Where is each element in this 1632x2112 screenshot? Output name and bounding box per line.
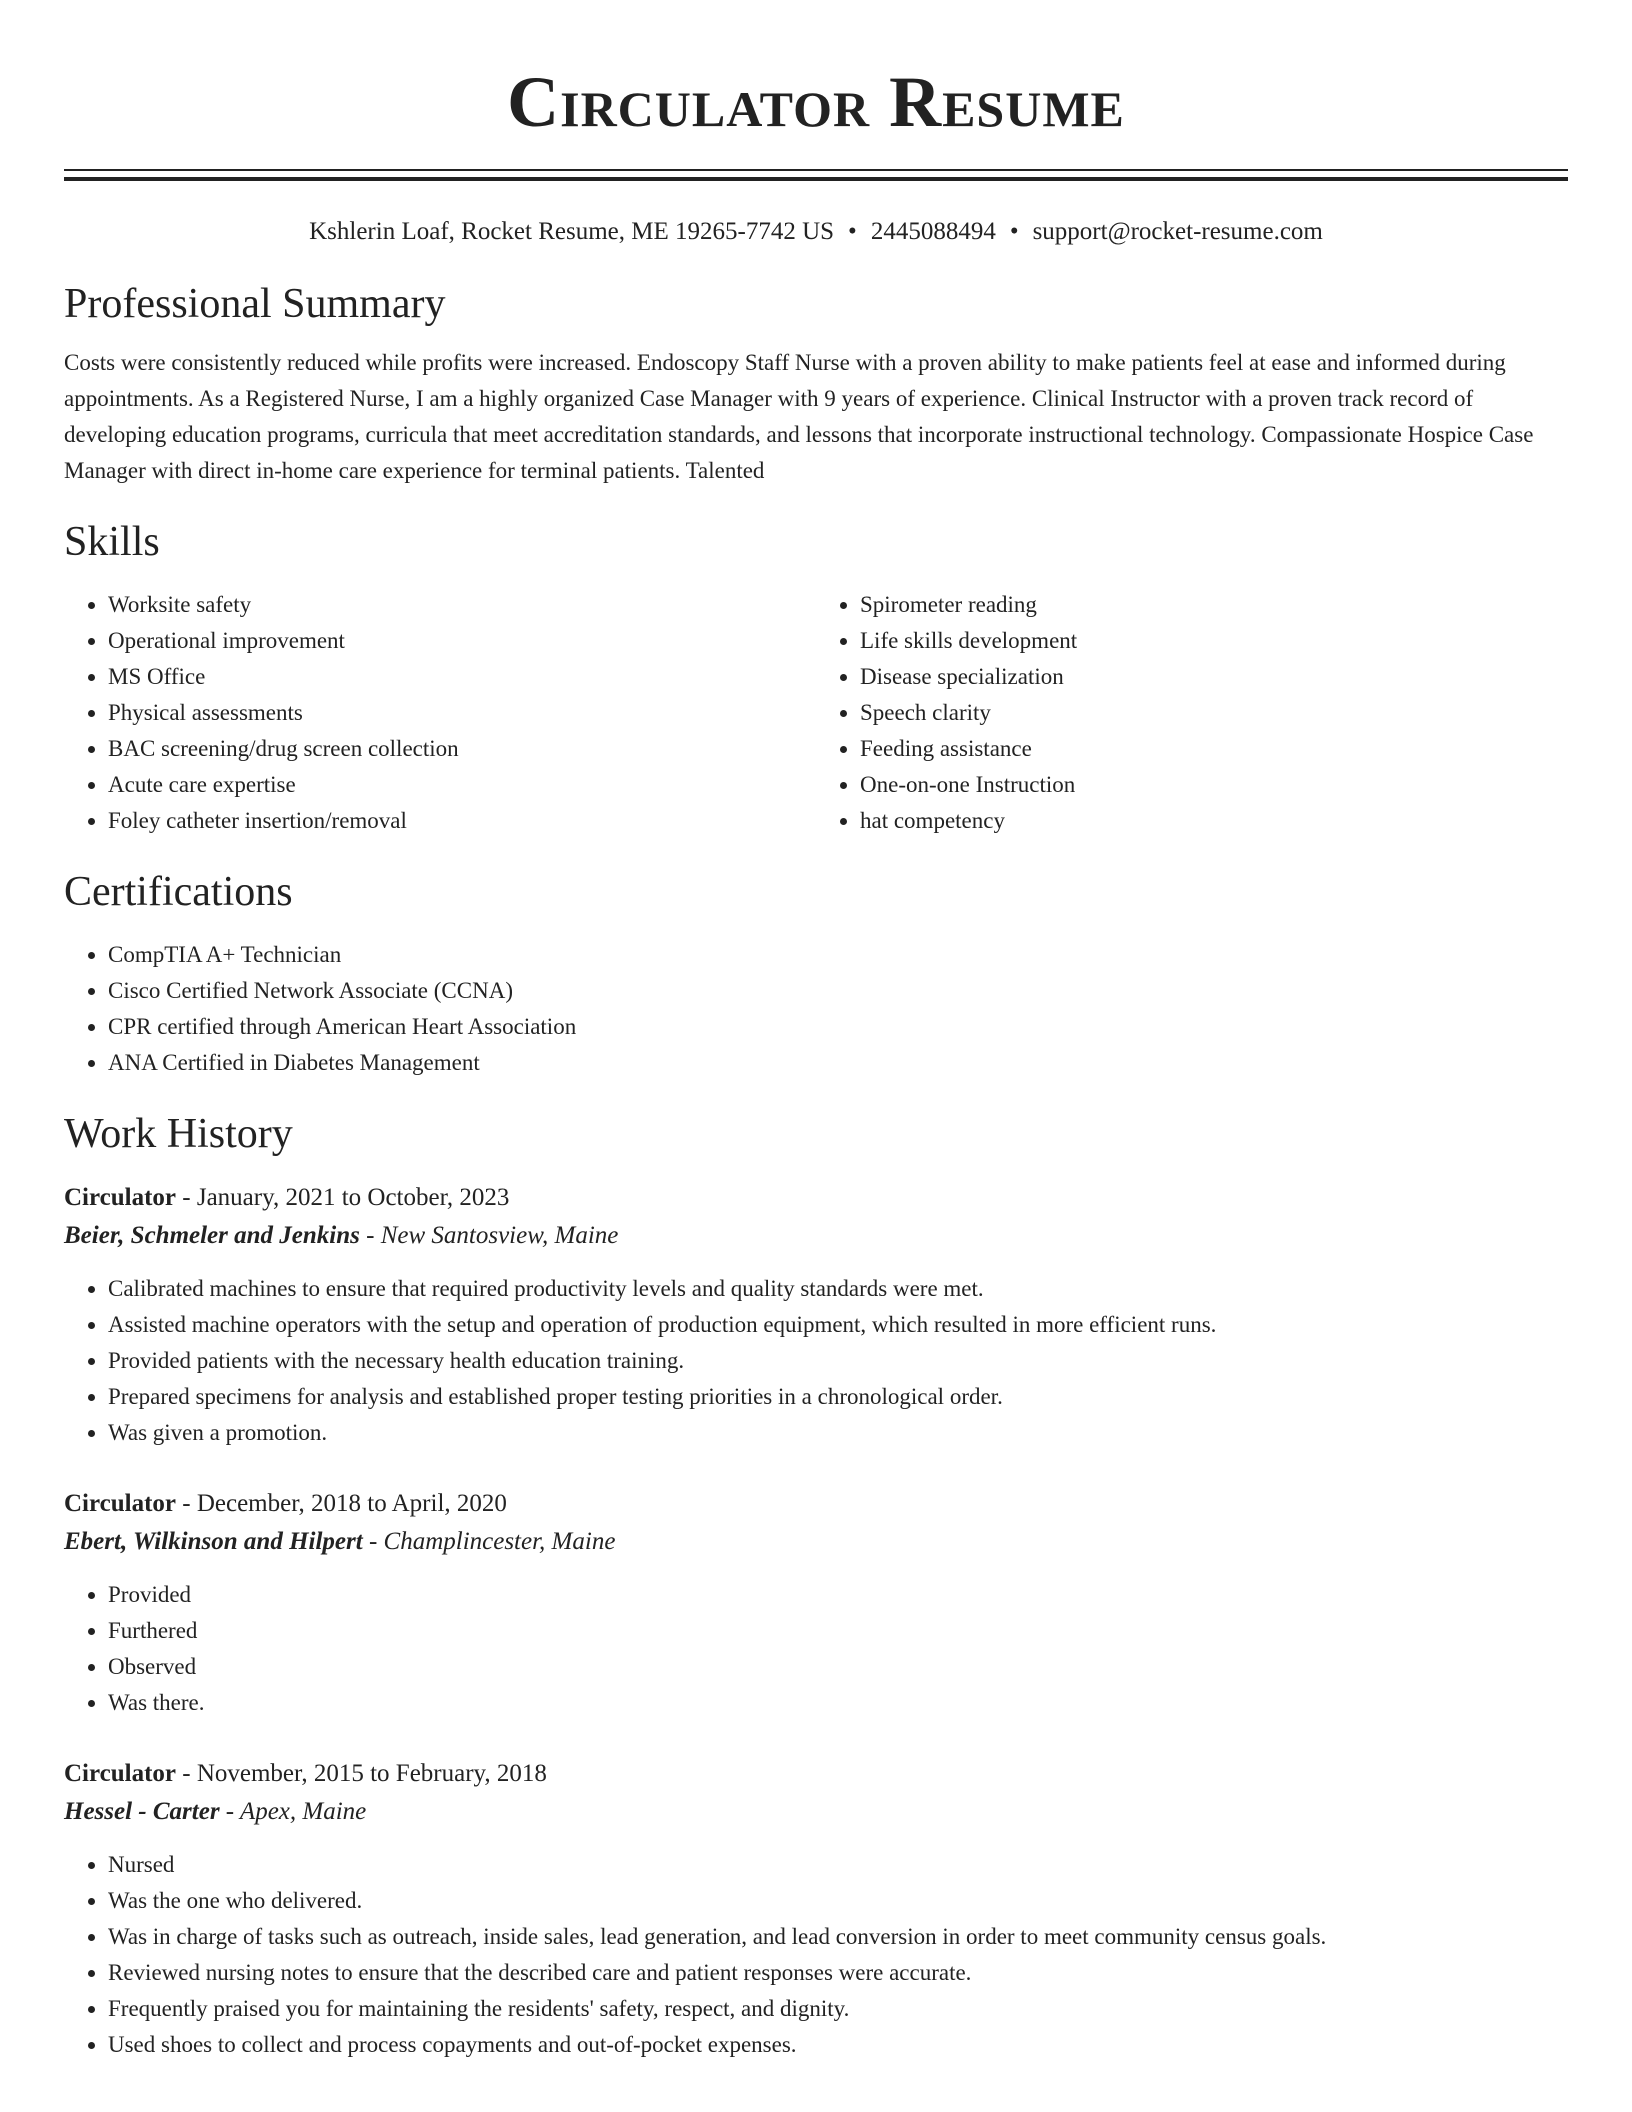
skills-list-right: [816, 587, 1568, 839]
company-line: [64, 1523, 1568, 1561]
company-line: [64, 1217, 1568, 1255]
skill-item: • One-on-one Instruction: [860, 767, 1568, 803]
job-title-line: [64, 1485, 1568, 1523]
job-title-line: [64, 1755, 1568, 1793]
skill-item: • Spirometer reading: [860, 587, 1568, 623]
job-bullet: • Reviewed nursing notes to ensure that the described care and patient responses were accurate.: [108, 1955, 1568, 1991]
certification-item: • CompTIA A+ Technician: [108, 937, 1568, 973]
job-bullet: • Frequently praised you for maintaining the residents' safety, respect, and dignity.: [108, 1991, 1568, 2027]
company-location: - Apex, Maine: [219, 1798, 367, 1825]
job-entry: [64, 1179, 1568, 1451]
skills-grid: [64, 587, 1568, 839]
job-bullet: • Provided patients with the necessary health education training.: [108, 1343, 1568, 1379]
summary-text: Costs were consistently reduced while profits were increased. Endoscopy Staff Nurse with a proven ability to make patients feel at ease and informed during appointments. As a Registered Nurse, I am a highly organized Case Manager with 9 years of experience. Clinical Instructor with a proven track record of developing education programs, curricula that meet accreditation standards, and lessons that incorporate instructional technology. Compassionate Hospice Case Manager with direct in-home care experience for terminal patients. Talented: [64, 350, 1534, 483]
certification-item: • ANA Certified in Diabetes Management: [108, 1045, 1568, 1081]
certifications-heading: Certifications: [64, 869, 293, 915]
contact-address: Kshlerin Loaf, Rocket Resume, ME 19265-7742 US: [309, 218, 835, 245]
job-bullets: [64, 1847, 1568, 2063]
job-title-line: [64, 1179, 1568, 1217]
job-bullet: • Observed: [108, 1649, 1568, 1685]
summary-heading: Professional Summary: [64, 281, 446, 327]
skill-item: • hat competency: [860, 803, 1568, 839]
job-bullet: • Provided: [108, 1577, 1568, 1613]
job-dates: - December, 2018 to April, 2020: [176, 1490, 507, 1517]
job-bullet: • Was the one who delivered.: [108, 1883, 1568, 1919]
job-bullet: • Used shoes to collect and process copayments and out-of-pocket expenses.: [108, 2027, 1568, 2063]
company-name: Hessel - Carter: [64, 1798, 220, 1825]
job-entry: [64, 1755, 1568, 2063]
skill-item: • Worksite safety: [108, 587, 816, 623]
professional-summary-section: [64, 279, 1568, 489]
job-dates: - January, 2021 to October, 2023: [176, 1184, 510, 1211]
job-entry: [64, 1485, 1568, 1721]
job-title: Circulator: [64, 1490, 177, 1517]
job-bullet: • Was in charge of tasks such as outreach, inside sales, lead generation, and lead conversion in order to meet community census goals.: [108, 1919, 1568, 1955]
contact-separator: •: [848, 218, 857, 245]
skill-item: • BAC screening/drug screen collection: [108, 731, 816, 767]
skills-heading: Skills: [64, 519, 160, 565]
job-bullet: • Furthered: [108, 1613, 1568, 1649]
skill-item: • Speech clarity: [860, 695, 1568, 731]
job-title: Circulator: [64, 1184, 177, 1211]
company-location: - Champlincester, Maine: [362, 1528, 616, 1555]
contact-line: [64, 215, 1568, 249]
skill-item: • Physical assessments: [108, 695, 816, 731]
skill-item: • Life skills development: [860, 623, 1568, 659]
company-location: - New Santosview, Maine: [359, 1222, 619, 1249]
job-bullet: • Was there.: [108, 1685, 1568, 1721]
certifications-section: [64, 867, 1568, 1081]
job-bullets: [64, 1271, 1568, 1451]
certification-item: • CPR certified through American Heart Association: [108, 1009, 1568, 1045]
job-bullet: • Assisted machine operators with the setup and operation of production equipment, which resulted in more efficient runs.: [108, 1307, 1568, 1343]
contact-separator: •: [1009, 218, 1019, 245]
company-line: [64, 1793, 1568, 1831]
certification-item: • Cisco Certified Network Associate (CCNA): [108, 973, 1568, 1009]
job-bullet: • Nursed: [108, 1847, 1568, 1883]
job-bullet: • Prepared specimens for analysis and established proper testing priorities in a chronological order.: [108, 1379, 1568, 1415]
page-title: Circulator Resume: [507, 62, 1125, 142]
skill-item: • Acute care expertise: [108, 767, 816, 803]
job-title: Circulator: [64, 1760, 177, 1787]
job-bullet: • Was given a promotion.: [108, 1415, 1568, 1451]
title-divider-thick: [64, 177, 1568, 181]
title-divider-thin: [64, 169, 1568, 171]
job-dates: - November, 2015 to February, 2018: [176, 1760, 547, 1787]
company-name: Ebert, Wilkinson and Hilpert: [64, 1528, 363, 1555]
skill-item: • Foley catheter insertion/removal: [108, 803, 816, 839]
work-history-section: [64, 1109, 1568, 2063]
contact-email: support@rocket-resume.com: [1032, 218, 1323, 245]
skill-item: • Operational improvement: [108, 623, 816, 659]
company-name: Beier, Schmeler and Jenkins: [64, 1222, 360, 1249]
certifications-list: [64, 937, 1568, 1081]
job-bullets: [64, 1577, 1568, 1721]
skill-item: • MS Office: [108, 659, 816, 695]
skill-item: • Disease specialization: [860, 659, 1568, 695]
work-history-heading: Work History: [64, 1111, 293, 1157]
job-bullet: • Calibrated machines to ensure that required productivity levels and quality standards were met.: [108, 1271, 1568, 1307]
contact-phone: 2445088494: [870, 218, 996, 245]
skill-item: • Feeding assistance: [860, 731, 1568, 767]
skills-section: [64, 517, 1568, 839]
skills-list-left: [64, 587, 816, 839]
